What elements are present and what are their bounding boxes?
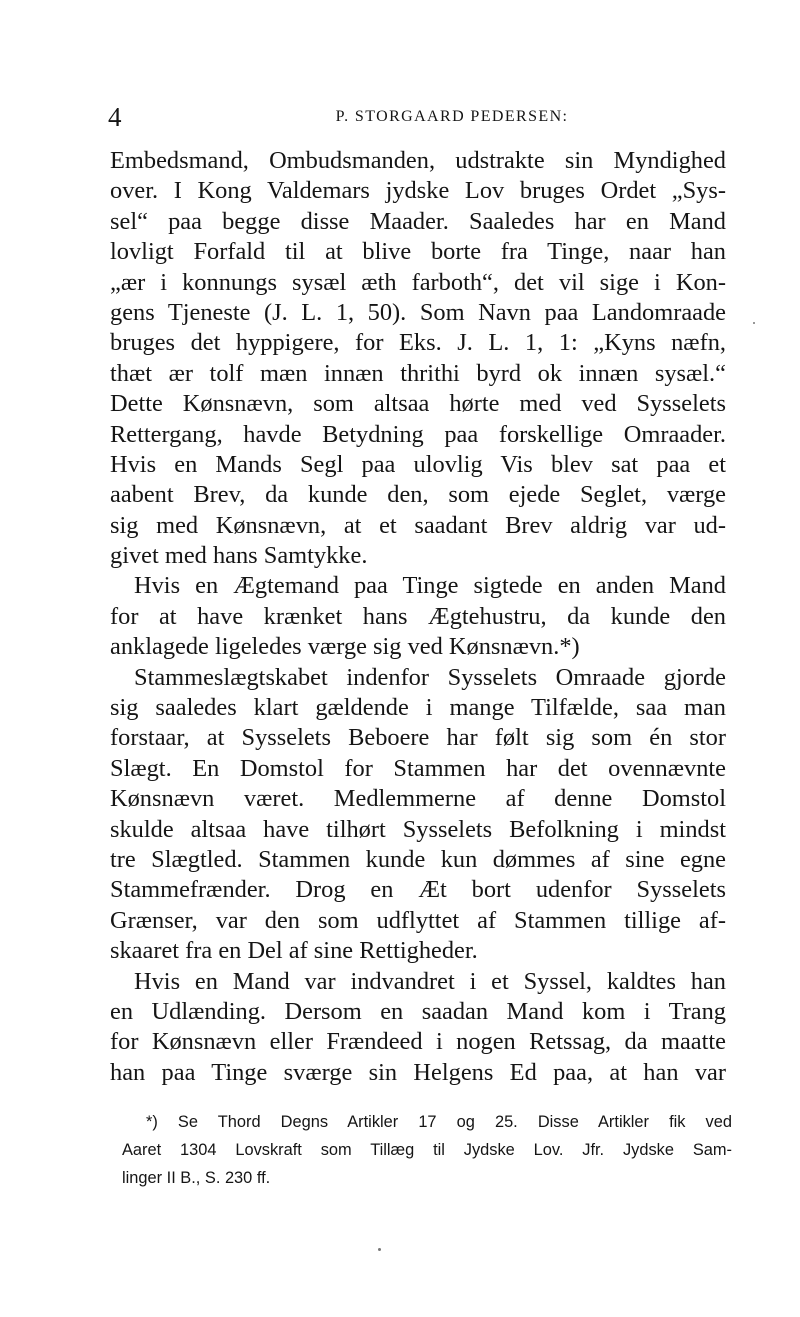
text-line: „ær i konnungs sysæl æth farboth“, det vil sige i Kon- xyxy=(110,268,726,296)
print-speck xyxy=(378,1248,381,1251)
text-line: Slægt. En Domstol for Stammen har det ovennævnte xyxy=(110,754,726,782)
text-line: skulde altsaa have tilhørt Sysselets Befolkning i mindst xyxy=(110,815,726,843)
text-line: gens Tjeneste (J. L. 1, 50). Som Navn paa Landomraade xyxy=(110,298,726,326)
text-line: Hvis en Ægtemand paa Tinge sigtede en anden Mand xyxy=(134,572,726,600)
text-line: Rettergang, havde Betydning paa forskellige Omraader. xyxy=(110,420,726,448)
footnote-line: Aaret 1304 Lovskraft som Tillæg til Jydske Lov. Jfr. Jydske Sam- xyxy=(122,1141,732,1159)
text-line: han paa Tinge sværge sin Helgens Ed paa, at han var xyxy=(110,1058,726,1086)
text-line: lovligt Forfald til at blive borte fra Tinge, naar han xyxy=(110,238,726,266)
page-header xyxy=(108,100,726,134)
text-line: over. I Kong Valdemars jydske Lov bruges Ordet „Sys- xyxy=(110,177,726,205)
text-line: Embedsmand, Ombudsmanden, udstrakte sin Myndighed xyxy=(110,147,726,174)
text-line: givet med hans Samtykke. xyxy=(110,542,368,570)
text-line: forstaar, at Sysselets Beboere har følt sig som én stor xyxy=(110,724,726,752)
print-speck xyxy=(753,322,755,324)
body-text xyxy=(110,146,726,1088)
text-line: Hvis en Mands Segl paa ulovlig Vis blev sat paa et xyxy=(110,450,726,478)
footnote xyxy=(122,1108,732,1192)
text-line: Stammefrænder. Drog en Æt bort udenfor Sysselets xyxy=(110,876,726,904)
text-line: Stammeslægtskabet indenfor Sysselets Omraade gjorde xyxy=(134,663,726,691)
text-line: for Kønsnævn eller Frændeed i nogen Retssag, da maatte xyxy=(110,1028,726,1056)
text-line: for at have krænket hans Ægtehustru, da kunde den xyxy=(110,602,726,630)
text-line: bruges det hyppigere, for Eks. J. L. 1, 1: „Kyns næfn, xyxy=(110,329,726,357)
text-line: Grænser, var den som udflyttet af Stammen tillige af- xyxy=(110,906,726,934)
text-line: thæt ær tolf mæn innæn thrithi byrd ok innæn sysæl.“ xyxy=(110,359,726,387)
text-line: en Udlænding. Dersom en saadan Mand kom i Trang xyxy=(110,997,726,1025)
page-number: 4 xyxy=(108,102,122,132)
text-line: sig saaledes klart gældende i mange Tilfælde, saa man xyxy=(110,694,726,722)
text-line: Dette Kønsnævn, som altsaa hørte med ved Sysselets xyxy=(110,390,726,418)
text-line: Kønsnævn været. Medlemmerne af denne Domstol xyxy=(110,785,726,813)
text-line: anklagede ligeledes værge sig ved Kønsnævn.*) xyxy=(110,633,580,661)
text-line: sig med Kønsnævn, at et saadant Brev aldrig var ud- xyxy=(110,511,726,539)
footnote-line: linger II B., S. 230 ff. xyxy=(122,1169,271,1187)
text-line: tre Slægtled. Stammen kunde kun dømmes af sine egne xyxy=(110,845,726,873)
text-line: skaaret fra en Del af sine Rettigheder. xyxy=(110,937,478,965)
footnote-line: *) Se Thord Degns Artikler 17 og 25. Disse Artikler fik ved xyxy=(146,1113,732,1131)
running-head: P. STORGAARD PEDERSEN: xyxy=(335,108,569,125)
text-line: Hvis en Mand var indvandret i et Syssel, kaldtes han xyxy=(134,967,726,995)
text-line: aabent Brev, da kunde den, som ejede Seglet, værge xyxy=(110,481,726,509)
text-line: sel“ paa begge disse Maader. Saaledes har en Mand xyxy=(110,207,726,235)
